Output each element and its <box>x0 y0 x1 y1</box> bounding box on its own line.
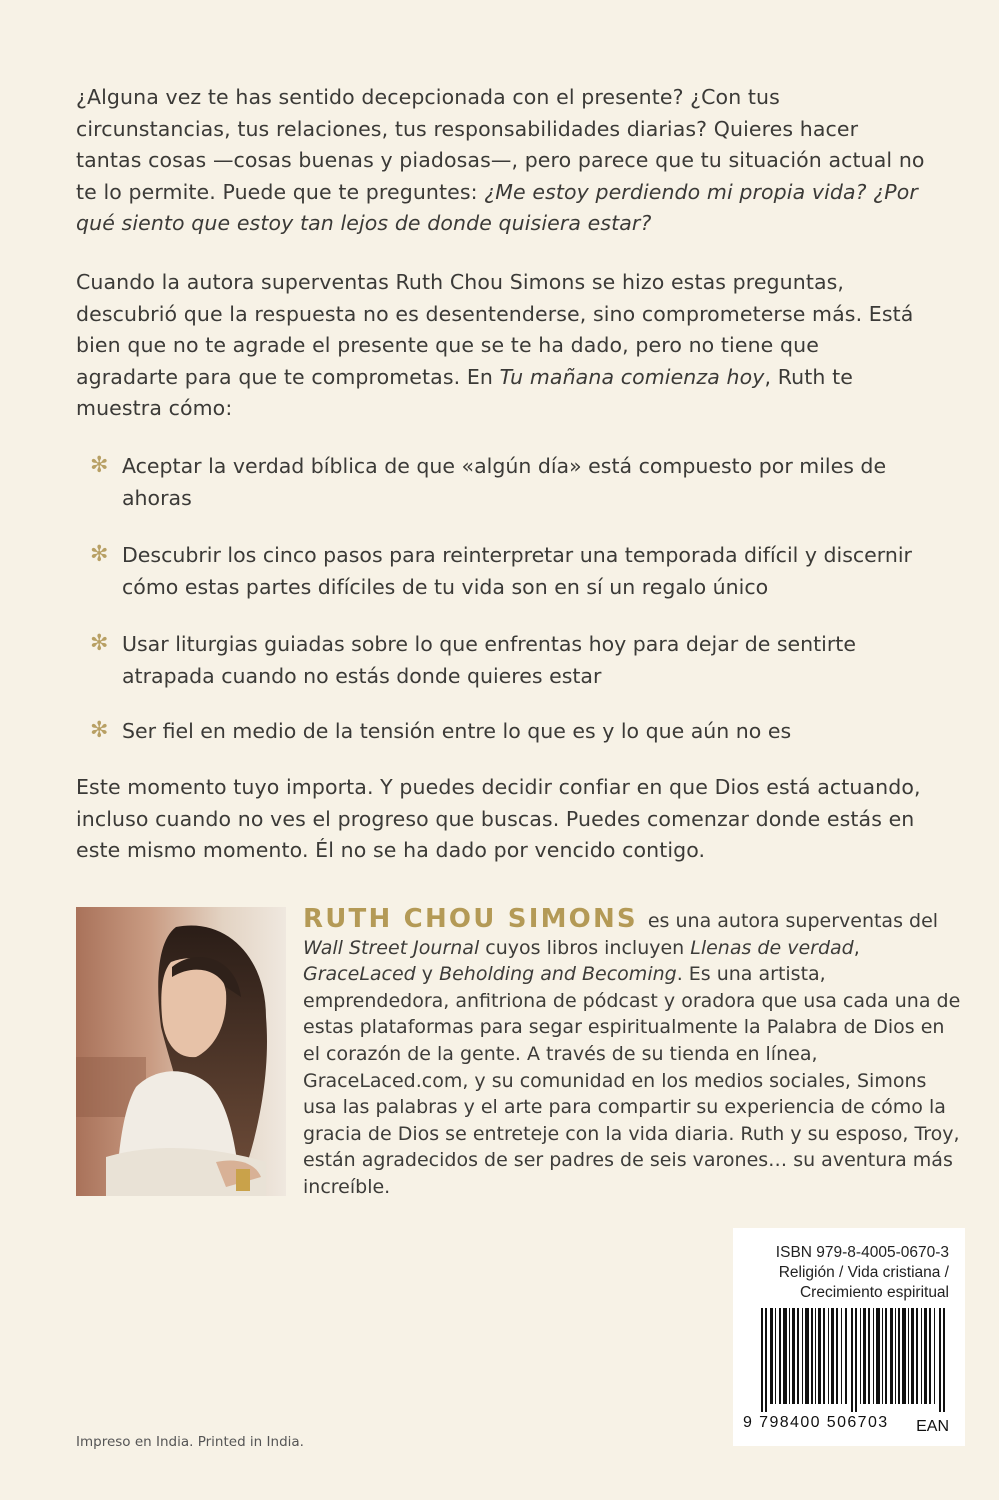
bullet-text: Ser fiel en medio de la tensión entre lo que es y lo que aún no es <box>122 719 792 743</box>
second-text-start: Cuando la autora superventas Ruth Chou Simons se hizo estas preguntas, descubrió que la respuesta no es desentenderse, sino comprometerse más. Está bien que no te agrade el presente que se te ha dado, pero no tiene que agradarte para que te comprometas. En <box>76 270 914 389</box>
asterisk-bullet-icon: ✻ <box>90 542 109 567</box>
asterisk-bullet-icon: ✻ <box>90 631 109 656</box>
ean-label: EAN <box>916 1418 949 1435</box>
asterisk-bullet-icon: ✻ <box>90 718 109 743</box>
intro-paragraph <box>76 82 926 240</box>
list-item <box>76 539 926 603</box>
category-line-2: Crecimiento espiritual <box>799 1284 949 1301</box>
second-text-end: , Ruth te muestra cómo: <box>76 364 853 420</box>
category-line-1: Religión / Vida cristiana / <box>778 1264 949 1281</box>
bio-separator: , <box>853 936 860 959</box>
book-title-italic: Llenas de verdad <box>690 936 854 959</box>
printed-in-note: Impreso en India. Printed in India. <box>76 1434 304 1450</box>
author-bio <box>303 906 963 1201</box>
bullet-text: Descubrir los cinco pasos para reinterpretar una temporada difícil y discernir cómo estas partes difíciles de tu vida son en sí un regalo único <box>122 543 912 599</box>
asterisk-bullet-icon: ✻ <box>90 453 109 478</box>
author-name: RUTH CHOU SIMONS <box>303 904 638 934</box>
author-portrait-image <box>76 907 286 1196</box>
book-title-italic: Tu mañana comienza hoy <box>499 364 765 389</box>
book-title-italic: GraceLaced <box>303 963 416 986</box>
bio-separator: y <box>415 963 440 986</box>
list-item <box>76 715 791 747</box>
barcode-icon <box>761 1308 951 1412</box>
intro-text: ¿Alguna vez te has sentido decepcionada con el presente? ¿Con tus circunstancias, tus relaciones, tus responsabilidades diarias? Quieres hacer tantas cosas —cosas buenas y piadosas—, pero parece que tu situación actual no te lo permite. Puede que te preguntes: <box>76 85 925 204</box>
list-item <box>76 450 926 514</box>
bio-text: cuyos libros incluyen <box>479 936 691 959</box>
closing-paragraph: Este momento tuyo importa. Y puedes decidir confiar en que Dios está actuando, incluso cuando no ves el progreso que buscas. Puedes comenzar donde estás en este mismo momento. Él no se ha dado por vencido contigo. <box>76 775 921 862</box>
bio-text: es una autora superventas del <box>647 910 939 932</box>
isbn-barcode-box <box>733 1228 965 1446</box>
bullet-text: Usar liturgias guiadas sobre lo que enfrentas hoy para dejar de sentirte atrapada cuando no estás donde quieres estar <box>122 632 856 688</box>
book-title-italic: Beholding and Becoming <box>439 963 677 986</box>
bio-text: . Es una artista, emprendedora, anfitriona de pódcast y oradora que usa cada una de estas plataformas para segar espiritualmente la Palabra de Dios en el corazón de la gente. A través de su tienda en línea, GraceLaced.com, y su comunidad en los medios sociales, Simons usa las palabras y el arte para compartir su experiencia de cómo la gracia de Dios se entreteje con la vida diaria. Ruth y su esposo, Troy, están agradecidos de ser padres de seis varones… su aventura más increíble. <box>303 963 961 1198</box>
bullet-text: Aceptar la verdad bíblica de que «algún día» está compuesto por miles de ahoras <box>122 454 887 510</box>
author-photo <box>76 907 286 1196</box>
isbn-number: ISBN 979-8-4005-0670-3 <box>775 1244 949 1261</box>
second-paragraph <box>76 267 926 425</box>
intro-italic-question: ¿Me estoy perdiendo mi propia vida? ¿Por qué siento que estoy tan lejos de donde quisiera estar? <box>76 179 918 235</box>
wsj-italic: Wall Street Journal <box>303 936 480 959</box>
barcode-digits: 9 798400 506703 <box>743 1414 889 1431</box>
list-item <box>76 628 926 692</box>
